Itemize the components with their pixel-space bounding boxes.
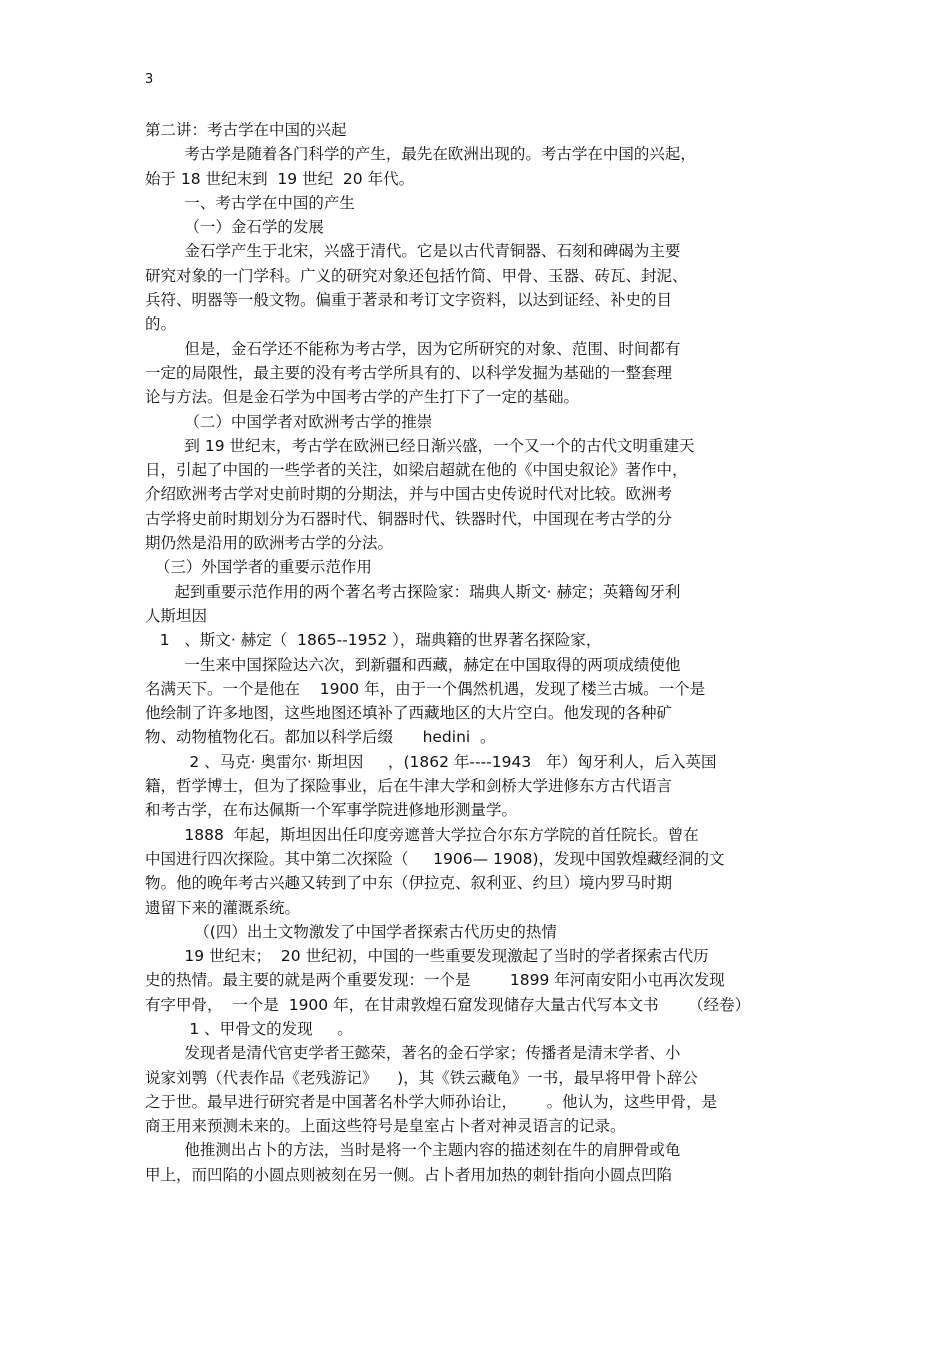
text-line: （二）中国学者对欧洲考古学的推崇 xyxy=(145,412,433,431)
text-line: 古学将史前时期划分为石器时代、铜器时代、铁器时代，中国现在考古学的分 xyxy=(145,509,673,528)
text-line: 中国进行四次探险。其中第二次探险（ 1906— 1908)，发现中国敦煌藏经洞的文 xyxy=(145,849,725,868)
text-line: 论与方法。但是金石学为中国考古学的产生打下了一定的基础。 xyxy=(145,388,580,407)
text-line: 一生来中国探险达六次，到新疆和西藏，赫定在中国取得的两项成绩使他 xyxy=(145,655,681,674)
text-line: 期仍然是沿用的欧洲考古学的分法。 xyxy=(145,534,394,553)
text-line: 物、动物植物化石。都加以科学后缀 hedini 。 xyxy=(145,728,496,747)
text-line: 到 19 世纪末，考古学在欧洲已经日渐兴盛，一个又一个的古代文明重建天 xyxy=(145,436,695,455)
text-line: 之于世。最早进行研究者是中国著名朴学大师孙诒让， 。他认为，这些甲骨，是 xyxy=(145,1092,718,1111)
text-line: 遗留下来的灌溉系统。 xyxy=(145,898,301,917)
text-line: 日，引起了中国的一些学者的关注，如梁启超就在他的《中国史叙论》著作中， xyxy=(145,461,688,480)
text-line: 籍，哲学博士，但为了探险事业，后在牛津大学和剑桥大学进修东方古代语言 xyxy=(145,777,673,796)
text-line: 一、考古学在中国的产生 xyxy=(145,193,355,212)
text-line: 一定的局限性，最主要的没有考古学所具有的、以科学发掘为基础的一整套理 xyxy=(145,363,673,382)
text-line: （三）外国学者的重要示范作用 xyxy=(145,558,372,577)
text-line: 研究对象的一门学科。广义的研究对象还包括竹简、甲骨、玉器、砖瓦、封泥、 xyxy=(145,266,688,285)
text-line: 1888 年起，斯坦因出任印度旁遮普大学拉合尔东方学院的首任院长。曾在 xyxy=(145,825,699,844)
text-line: 发现者是清代官吏学者王懿荣，著名的金石学家；传播者是清末学者、小 xyxy=(145,1044,681,1063)
text-line: 1 、斯文· 赫定（ 1865--1952 ），瑞典籍的世界著名探险家， xyxy=(145,631,602,650)
text-line: 1 、甲骨文的发现 。 xyxy=(145,1019,353,1038)
text-line: 的。 xyxy=(145,315,177,334)
text-line: （一）金石学的发展 xyxy=(145,218,324,237)
text-line: 考古学是随着各门科学的产生，最先在欧洲出现的。考古学在中国的兴起， xyxy=(145,145,696,164)
page-number: 3 xyxy=(145,72,154,87)
text-line: 19 世纪末； 20 世纪初，中国的一些重要发现激起了当时的学者探索古代历 xyxy=(145,947,709,966)
text-line: 始于 18 世纪末到 19 世纪 20 年代。 xyxy=(145,169,415,188)
text-line: 起到重要示范作用的两个著名考古探险家：瑞典人斯文· 赫定；英籍匈牙利 xyxy=(145,582,681,601)
text-line: 他推测出占卜的方法，当时是将一个主题内容的描述刻在牛的肩胛骨或龟 xyxy=(145,1141,681,1160)
text-line: 有字甲骨， 一个是 1900 年，在甘肃敦煌石窟发现储存大量古代写本文书 （经卷） xyxy=(145,995,751,1014)
text-line: 2 、马克· 奥雷尔· 斯坦因 ，(1862 年----1943 年）匈牙利人，后入英国 xyxy=(145,752,717,771)
text-line: 兵符、明器等一般文物。偏重于著录和考订文字资料，以达到证经、补史的目 xyxy=(145,291,673,310)
text-line: 说家刘鹗（代表作品《老残游记》 )，其《铁云藏龟》一书，最早将甲骨卜辞公 xyxy=(145,1068,698,1087)
text-line: 他绘制了许多地图，这些地图还填补了西藏地区的大片空白。他发现的各种矿 xyxy=(145,704,673,723)
text-line: 甲上，而凹陷的小圆点则被刻在另一侧。占卜者用加热的刺针指向小圆点凹陷 xyxy=(145,1165,673,1184)
document-body xyxy=(145,118,805,1187)
text-line: （(四）出土文物激发了中国学者探索古代历史的热情 xyxy=(145,922,557,941)
text-line: 史的热情。最主要的就是两个重要发现：一个是 1899 年河南安阳小屯再次发现 xyxy=(145,971,725,990)
text-line: 但是，金石学还不能称为考古学，因为它所研究的对象、范围、时间都有 xyxy=(145,339,681,358)
text-line: 物。他的晚年考古兴趣又转到了中东（伊拉克、叙利亚、约旦）境内罗马时期 xyxy=(145,874,673,893)
text-line: 介绍欧洲考古学对史前时期的分期法，并与中国古史传说时代对比较。欧洲考 xyxy=(145,485,673,504)
text-line: 人斯坦因 xyxy=(145,606,208,625)
text-line: 名满天下。一个是他在 1900 年，由于一个偶然机遇，发现了楼兰古城。一个是 xyxy=(145,679,706,698)
text-line: 商王用来预测未来的。上面这些符号是皇室占卜者对神灵语言的记录。 xyxy=(145,1117,626,1136)
text-line: 和考古学，在布达佩斯一个军事学院进修地形测量学。 xyxy=(145,801,518,820)
text-line: 第二讲：考古学在中国的兴起 xyxy=(145,121,347,139)
text-line: 金石学产生于北宋，兴盛于清代。它是以古代青铜器、石刻和碑碣为主要 xyxy=(145,242,681,261)
